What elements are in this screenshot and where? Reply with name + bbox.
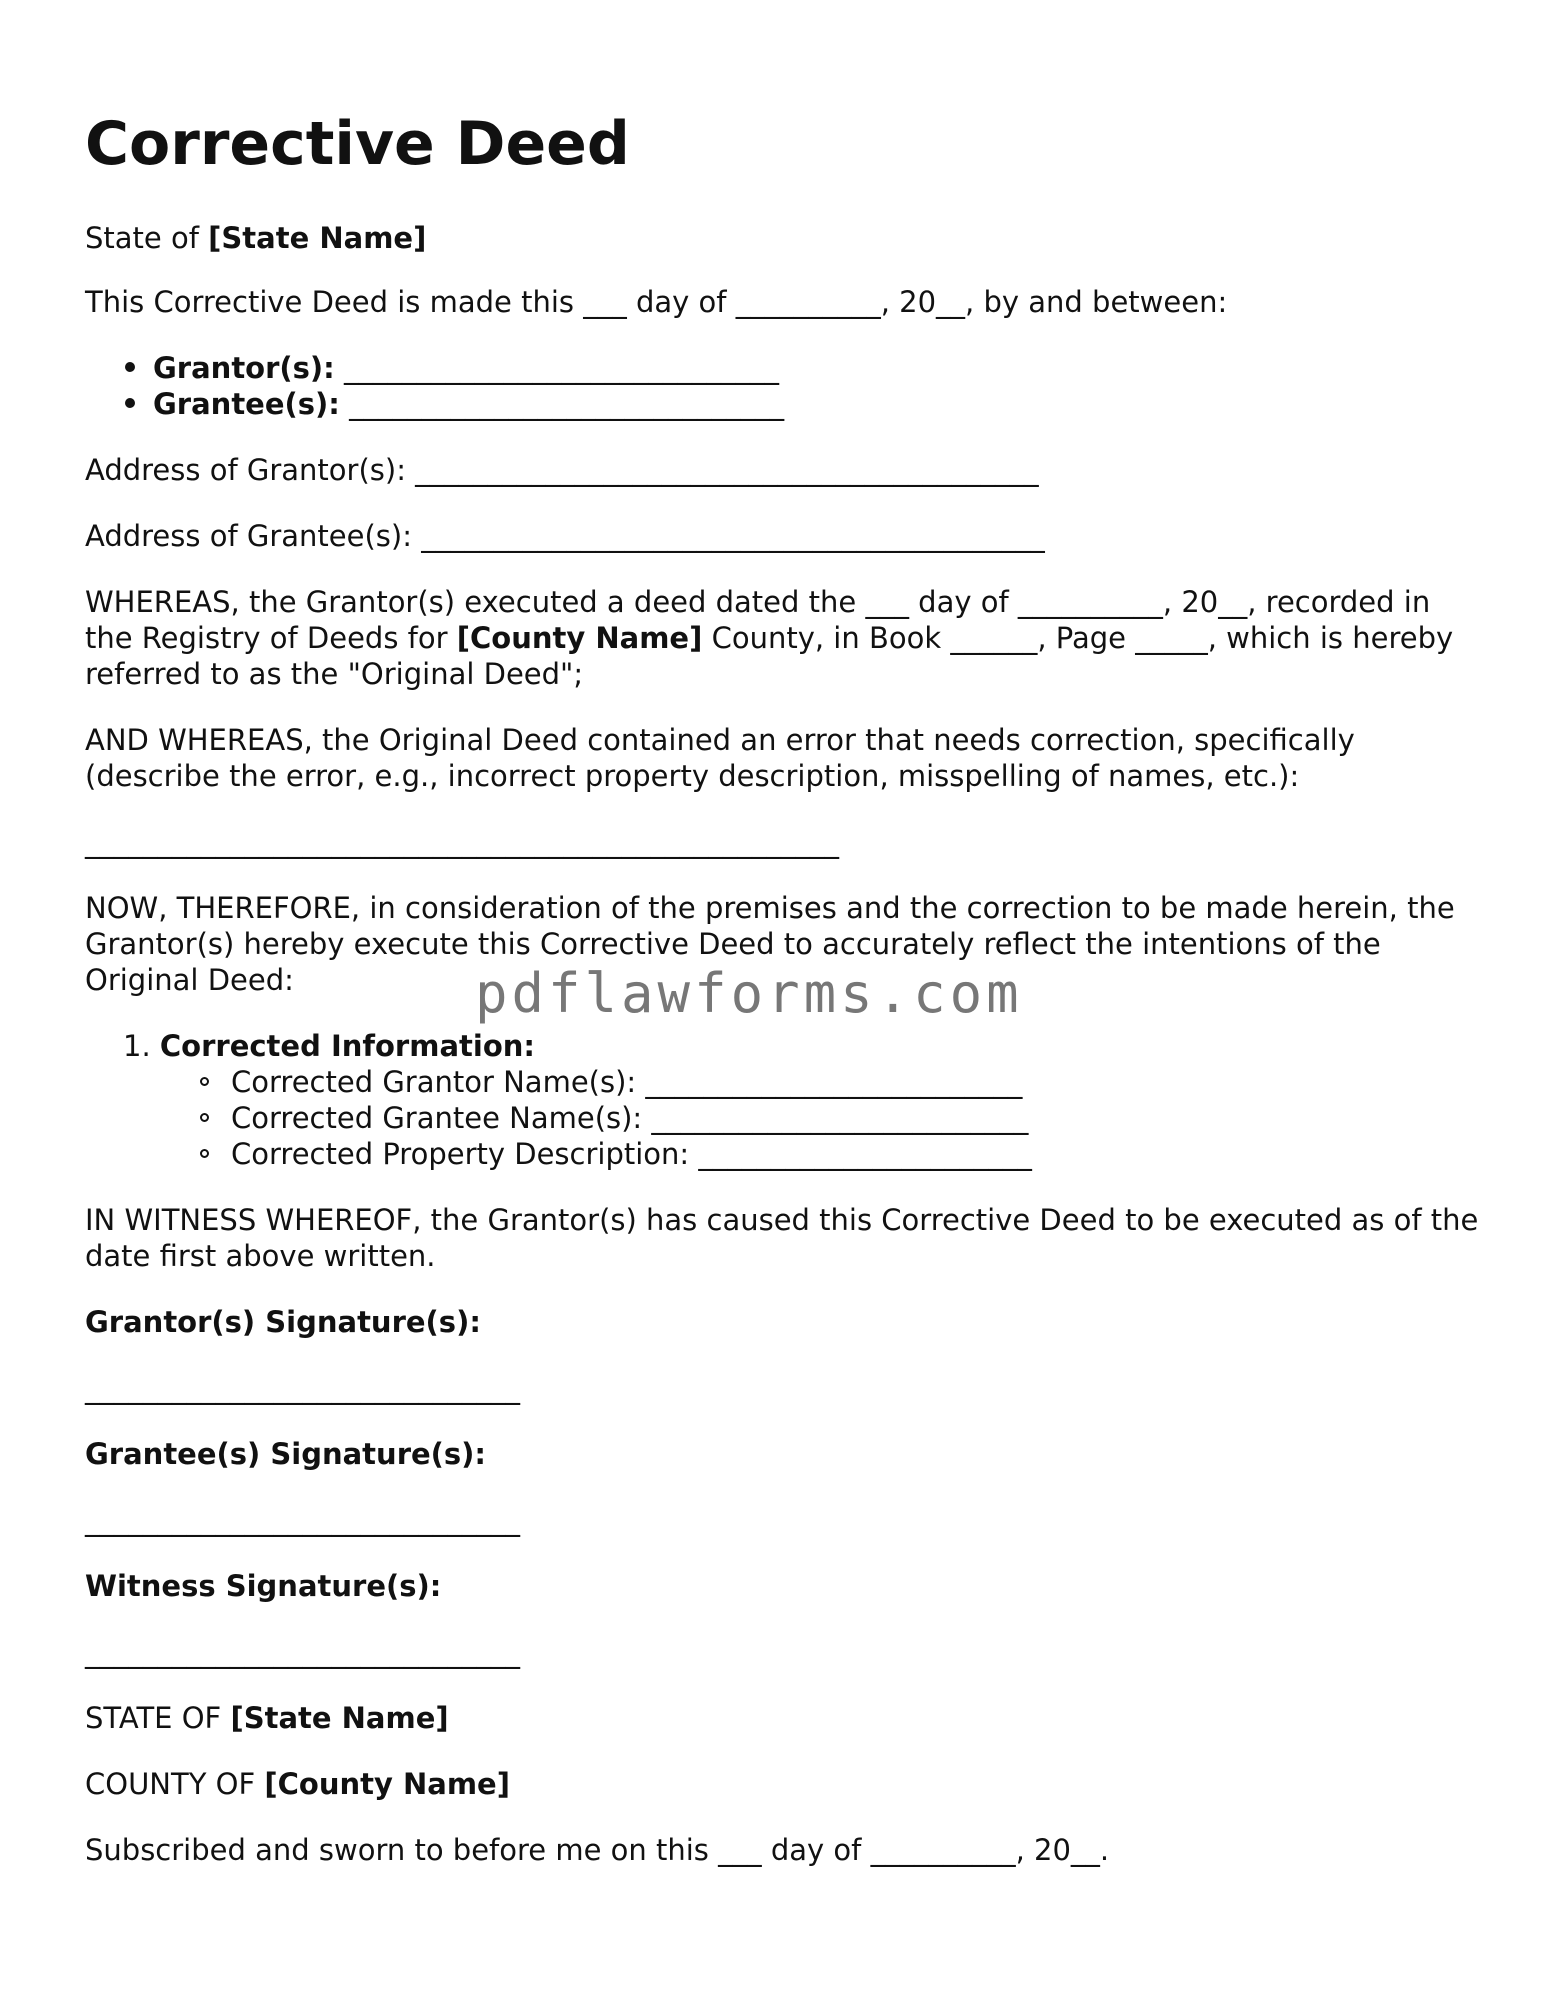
state-name: [State Name] [208, 221, 427, 255]
whereas-1-part2: County, in Book ______, Page _____, which is hereby referred to as the "Original Deed"; [85, 621, 1454, 691]
circle-bullet-icon [200, 1113, 209, 1122]
corrected-item [200, 1064, 1022, 1100]
state-line [85, 220, 426, 256]
notary-state-label: STATE OF [85, 1701, 231, 1735]
bullet-icon [125, 362, 135, 372]
party-grantee-label: Grantee(s): [153, 387, 340, 421]
watermark: pdflawforms.com [475, 962, 1023, 1025]
notary-county-value: [County Name] [264, 1767, 510, 1801]
grantee-signature-line: ______________________________ [85, 1503, 520, 1537]
state-label: State of [85, 221, 209, 255]
witness-clause: IN WITNESS WHEREOF, the Grantor(s) has caused this Corrective Deed to be executed as of the date first above written. [85, 1203, 1479, 1273]
grantee-signature-label-text: Grantee(s) Signature(s): [85, 1437, 487, 1471]
whereas-1-part1: WHEREAS, the Grantor(s) executed a deed dated the ___ day of __________, 20__, recorded in the Registry of Deeds for [85, 585, 1431, 655]
party-grantee-blank: ______________________________ [349, 387, 785, 421]
witness-signature-label-text: Witness Signature(s): [85, 1569, 442, 1603]
document-title: Corrective Deed [85, 109, 630, 179]
whereas-1-county: [County Name] [456, 621, 703, 655]
grantor-signature-label [85, 1304, 481, 1340]
intro-line: This Corrective Deed is made this ___ day of __________, 20__, by and between: [85, 285, 1228, 319]
address-grantee: Address of Grantee(s): ___________________________________________ [85, 519, 1045, 553]
grantor-signature-label-text: Grantor(s) Signature(s): [85, 1305, 481, 1339]
grantor-signature-line: ______________________________ [85, 1371, 520, 1405]
notary-state-line [85, 1700, 449, 1736]
corrected-property: Corrected Property Description: _______________________ [231, 1137, 1032, 1171]
corrected-item [200, 1100, 1028, 1136]
witness-signature-line: ______________________________ [85, 1635, 520, 1669]
notary-sworn-line: Subscribed and sworn to before me on this ___ day of __________, 20__. [85, 1833, 1110, 1867]
corrected-information-heading [123, 1028, 535, 1064]
corrected-grantee: Corrected Grantee Name(s): __________________________ [231, 1101, 1029, 1135]
circle-bullet-icon [200, 1077, 209, 1086]
corrected-number: 1. [123, 1029, 151, 1063]
grantee-signature-label [85, 1436, 486, 1472]
whereas-clause-1 [85, 584, 1485, 692]
corrected-item [200, 1136, 1032, 1172]
party-grantor [125, 350, 779, 386]
now-therefore-clause: NOW, THEREFORE, in consideration of the premises and the correction to be made herein, the Grantor(s) hereby execute this Corrective Deed to accurately reflect the intentions of the Original Deed: [85, 891, 1455, 997]
bullet-icon [125, 398, 135, 408]
notary-county-label: COUNTY OF [85, 1767, 265, 1801]
witness-signature-label [85, 1568, 441, 1604]
circle-bullet-icon [200, 1149, 209, 1158]
error-description-blank: ____________________________________________________ [85, 825, 839, 859]
whereas-clause-2: AND WHEREAS, the Original Deed contained an error that needs correction, specifically (describe the error, e.g., incorrect property description, misspelling of names, etc.): [85, 723, 1355, 793]
notary-state-value: [State Name] [230, 1701, 449, 1735]
corrected-grantor: Corrected Grantor Name(s): __________________________ [231, 1065, 1023, 1099]
party-grantor-blank: ______________________________ [344, 351, 779, 385]
party-grantor-label: Grantor(s): [153, 351, 335, 385]
notary-county-line [85, 1766, 510, 1802]
corrected-heading: Corrected Information: [159, 1029, 535, 1063]
address-grantor: Address of Grantor(s): ___________________________________________ [85, 453, 1039, 487]
party-grantee [125, 386, 784, 422]
